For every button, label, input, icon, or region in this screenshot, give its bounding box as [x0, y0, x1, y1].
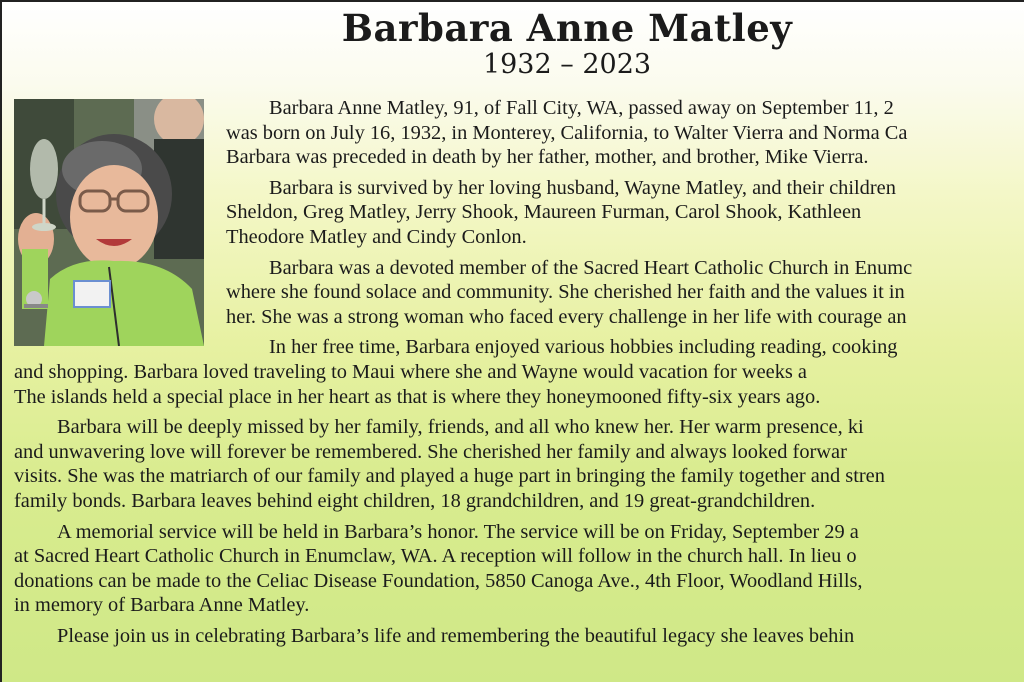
body-line: in memory of Barbara Anne Matley. — [14, 594, 310, 617]
obituary-name-heading: Barbara Anne Matley — [341, 6, 793, 50]
body-line: and unwavering love will forever be remembered. She cherished her family and always looked forwar — [14, 440, 847, 463]
body-line: Barbara was a devoted member of the Sacred Heart Catholic Church in Enumc — [269, 256, 913, 279]
body-line: Barbara will be deeply missed by her family, friends, and all who knew her. Her warm presence, ki — [57, 416, 864, 439]
body-line: and shopping. Barbara loved traveling to Maui where she and Wayne would vacation for weeks a — [14, 360, 807, 383]
portrait-image — [14, 99, 204, 346]
body-line: Theodore Matley and Cindy Conlon. — [226, 225, 527, 248]
body-line: A memorial service will be held in Barbara’s honor. The service will be on Friday, September 29 a — [57, 520, 859, 543]
obituary-years: 1932 – 2023 — [482, 49, 652, 80]
body-line: at Sacred Heart Catholic Church in Enumclaw, WA. A reception will follow in the church hall. In lieu o — [14, 545, 857, 568]
body-line: In her free time, Barbara enjoyed various hobbies including reading, cooking — [269, 336, 898, 359]
body-line: Please join us in celebrating Barbara’s life and remembering the beautiful legacy she leaves behin — [57, 624, 855, 647]
body-line: her. She was a strong woman who faced every challenge in her life with courage an — [226, 305, 907, 328]
body-line: The islands held a special place in her heart as that is where they honeymooned fifty-six years ago. — [14, 385, 821, 408]
body-line: donations can be made to the Celiac Disease Foundation, 5850 Canoga Ave., 4th Floor, Woodland Hills, — [14, 569, 863, 592]
body-line: Sheldon, Greg Matley, Jerry Shook, Maureen Furman, Carol Shook, Kathleen — [226, 201, 862, 224]
body-line: where she found solace and community. She cherished her faith and the values it in — [226, 281, 905, 304]
portrait-photo — [14, 99, 204, 346]
body-line: Barbara was preceded in death by her father, mother, and brother, Mike Vierra. — [226, 146, 869, 169]
body-line: was born on July 16, 1932, in Monterey, California, to Walter Vierra and Norma Ca — [226, 121, 908, 144]
body-line: Barbara Anne Matley, 91, of Fall City, WA, passed away on September 11, 2 — [269, 97, 894, 119]
body-line: Barbara is survived by her loving husband, Wayne Matley, and their children — [269, 176, 896, 199]
body-line: family bonds. Barbara leaves behind eight children, 18 grandchildren, and 19 great-grandchildren. — [14, 489, 816, 512]
body-line: visits. She was the matriarch of our family and played a huge part in bringing the family together and stren — [14, 465, 885, 488]
